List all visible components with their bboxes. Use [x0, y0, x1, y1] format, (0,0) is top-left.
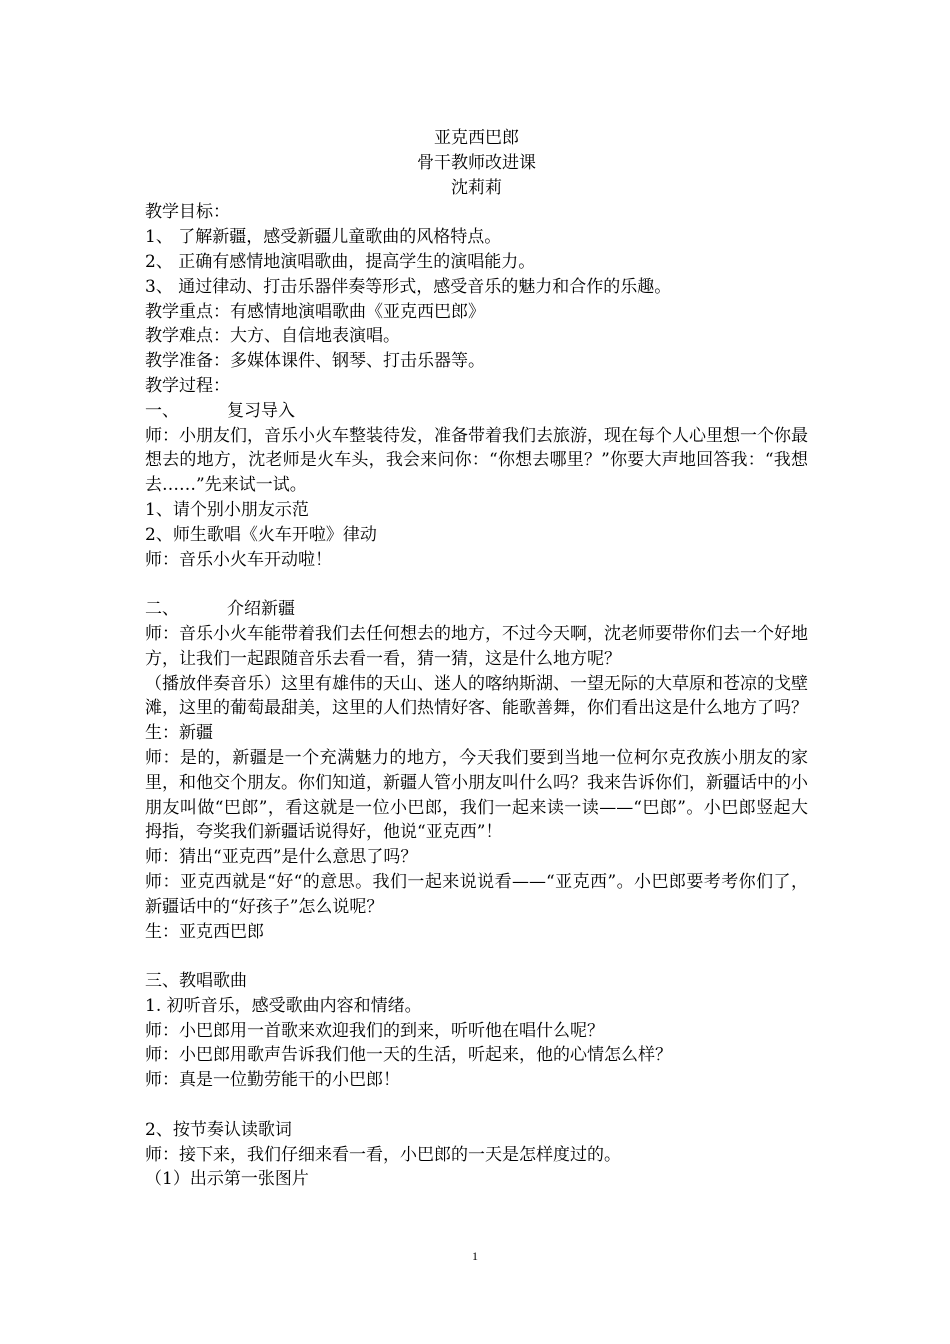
paragraph: 师：亚克西就是“好“的意思。我们一起来说说看——“亚克西”。小巴郎要考考你们了，新疆话中的“好孩子”怎么说呢？	[145, 871, 808, 917]
objective-item: 1、 了解新疆，感受新疆儿童歌曲的风格特点。	[145, 227, 502, 248]
section-heading	[145, 399, 808, 424]
text-line: 生：亚克西巴郎	[145, 921, 264, 942]
paragraph: （播放伴奏音乐）这里有雄伟的天山、迷人的喀纳斯湖、一望无际的大草原和苍凉的戈壁滩，这里的葡萄最甜美，这里的人们热情好客、能歌善舞，你们看出这是什么地方了吗？	[145, 673, 808, 719]
section-heading: 2、按节奏认读歌词	[145, 1119, 292, 1140]
text-line: 师：小巴郎用歌声告诉我们他一天的生活，听起来，他的心情怎么样？	[145, 1045, 672, 1066]
document-author: 沈莉莉	[451, 177, 502, 198]
section-number: 二、	[145, 599, 179, 620]
text-line: 师：猜出“亚克西”是什么意思了吗？	[145, 847, 418, 868]
key-point: 教学重点：有感情地演唱歌曲《亚克西巴郎》	[145, 301, 485, 322]
preparation: 教学准备：多媒体课件、钢琴、打击乐器等。	[145, 351, 485, 372]
text-line: 师：接下来，我们仔细来看一看，小巴郎的一天是怎样度过的。	[145, 1144, 621, 1165]
section-title: 复习导入	[227, 400, 295, 421]
process-label: 教学过程：	[145, 375, 230, 396]
objective-item: 2、 正确有感情地演唱歌曲，提高学生的演唱能力。	[145, 251, 536, 272]
text-line: 2、师生歌唱《火车开啦》律动	[145, 524, 377, 545]
objective-item: 3、 通过律动、打击乐器伴奏等形式，感受音乐的魅力和合作的乐趣。	[145, 276, 672, 297]
text-line: 生：新疆	[145, 723, 213, 744]
document-body	[145, 126, 808, 1192]
text-line: 师：真是一位勤劳能干的小巴郎！	[145, 1070, 400, 1091]
text-line: 师：小巴郎用一首歌来欢迎我们的到来，听听他在唱什么呢？	[145, 1020, 604, 1041]
section-heading	[145, 597, 808, 622]
section-number: 一、	[145, 400, 179, 421]
page-number: 1	[472, 1249, 478, 1263]
document-title: 亚克西巴郎	[434, 128, 519, 148]
text-line: 师：音乐小火车开动啦！	[145, 549, 332, 570]
blank-line	[145, 1093, 808, 1118]
document-subtitle: 骨干教师改进课	[417, 152, 536, 173]
section-heading: 三、教唱歌曲	[145, 971, 247, 992]
blank-line	[145, 572, 808, 597]
blank-line	[145, 944, 808, 969]
paragraph: 师：小朋友们，音乐小火车整装待发，准备带着我们去旅游，现在每个人心里想一个你最想去的地方，沈老师是火车头，我会来问你：“你想去哪里？”你要大声地回答我：“我想去……”先来试一试。	[145, 425, 808, 496]
section-title: 介绍新疆	[227, 599, 295, 620]
text-line: 1. 初听音乐，感受歌曲内容和情绪。	[145, 995, 422, 1016]
paragraph: 师：是的，新疆是一个充满魅力的地方，今天我们要到当地一位柯尔克孜族小朋友的家里，和他交个朋友。你们知道，新疆人管小朋友叫什么吗？我来告诉你们，新疆话中的小朋友叫做“巴郎”，看这就是一位小巴郎，我们一起来读一读——“巴郎”。小巴郎竖起大拇指，夸奖我们新疆话说得好，他说“亚克西”！	[145, 747, 808, 843]
difficulty: 教学难点：大方、自信地表演唱。	[145, 326, 400, 347]
text-line: 1、请个别小朋友示范	[145, 499, 309, 520]
objectives-label: 教学目标：	[145, 202, 230, 223]
text-line: （1）出示第一张图片	[145, 1169, 309, 1190]
paragraph: 师：音乐小火车能带着我们去任何想去的地方，不过今天啊，沈老师要带你们去一个好地方，让我们一起跟随音乐去看一看，猜一猜，这是什么地方呢？	[145, 623, 808, 669]
